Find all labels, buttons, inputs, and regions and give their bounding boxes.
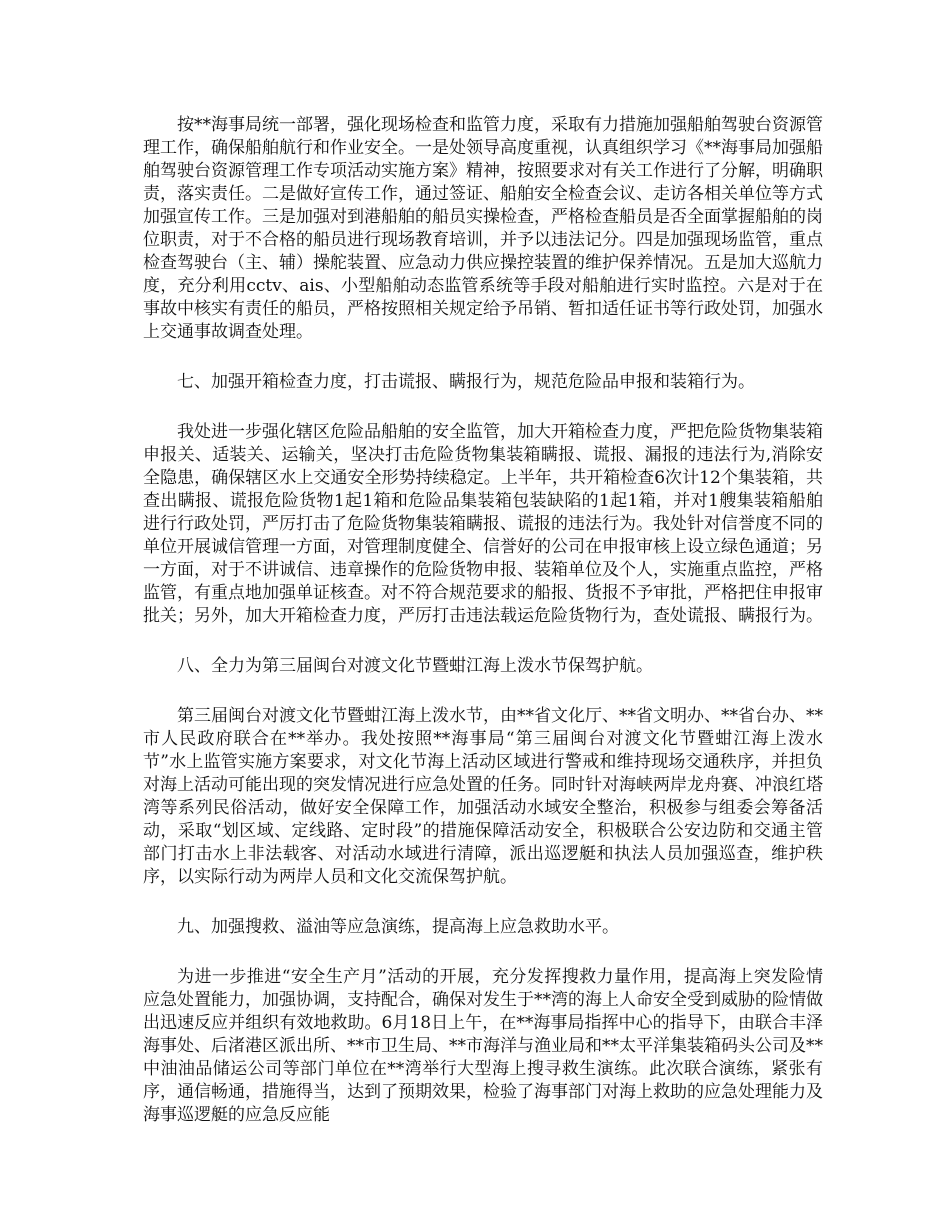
paragraph-cultural-festival: 第三届闽台对渡文化节暨蚶江海上泼水节，由**省文化厅、**省文明办、**省台办、**市人民政府联合在**举办。我处按照**海事局“第三届闽台对渡文化节暨蚶江海上泼水节”水上监管实施方案要求，对文化节海上活动区域进行警戒和维持现场交通秩序，并担负对海上活动可能出现的突发情况进行应急处置的任务。同时针对海峡两岸龙舟赛、冲浪红塔湾等系列民俗活动，做好安全保障工作，加强活动水域安全整治，积极参与组委会筹备活动，采取“划区域、定线路、定时段”的措施保障活动安全，积极联合公安边防和交通主管部门打击水上非法载客、对活动水域进行清障，派出巡逻艇和执法人员加强巡查，维护秩序，以实际行动为两岸人员和文化交流保驾护航。 — [143, 706, 823, 887]
section-heading-7: 七、加强开箱检查力度，打击谎报、瞒报行为，规范危险品申报和装箱行为。 — [177, 372, 755, 392]
document-page — [143, 114, 823, 1154]
section-heading-8: 八、全力为第三届闽台对渡文化节暨蚶江海上泼水节保驾护航。 — [177, 656, 653, 676]
paragraph-bridge-resource-management: 按**海事局统一部署，强化现场检查和监管力度，采取有力措施加强船舶驾驶台资源管理工作，确保船舶航行和作业安全。一是处领导高度重视，认真组织学习《**海事局加强船舶驾驶台资源管理工作专项活动实施方案》精神，按照要求对有关工作进行了分解，明确职责，落实责任。二是做好宣传工作，通过签证、船舶安全检查会议、走访各相关单位等方式加强宣传工作。三是加强对到港船舶的船员实操检查，严格检查船员是否全面掌握船舶的岗位职责，对于不合格的船员进行现场教育培训，并予以违法记分。四是加强现场监管，重点检查驾驶台（主、辅）操舵装置、应急动力供应操控装置的维护保养情况。五是加大巡航力度，充分利用cctv、ais、小型船舶动态监管系统等手段对船舶进行实时监控。六是对于在事故中核实有责任的船员，严格按照相关规定给予吊销、暂扣适任证书等行政处罚，加强水上交通事故调查处理。 — [143, 115, 823, 342]
paragraph-emergency-drill: 为进一步推进“安全生产月”活动的开展，充分发挥搜救力量作用，提高海上突发险情应急处置能力，加强协调，支持配合，确保对发生于**湾的海上人命安全受到威胁的险情做出迅速反应并组织有效地救助。6月18日上午，在**海事局指挥中心的指导下，由联合丰泽海事处、后渚港区派出所、**市卫生局、**市海洋与渔业局和**太平洋集装箱码头公司及**中油油品储运公司等部门单位在**湾举行大型海上搜寻救生演练。此次联合演练，紧张有序，通信畅通，措施得当，达到了预期效果，检验了海事部门对海上救助的应急处理能力及海事巡逻艇的应急反应能 — [143, 967, 823, 1125]
paragraph-container-inspection: 我处进一步强化辖区危险品船舶的安全监管，加大开箱检查力度，严把危险货物集装箱申报关、适装关、运输关，坚决打击危险货物集装箱瞒报、谎报、漏报的违法行为,消除安全隐患，确保辖区水上交通安全形势持续稳定。上半年，共开箱检查6次计12个集装箱，共查出瞒报、谎报危险货物1起1箱和危险品集装箱包装缺陷的1起1箱，并对1艘集装箱船舶进行行政处罚，严厉打击了危险货物集装箱瞒报、谎报的违法行为。我处针对信誉度不同的单位开展诚信管理一方面，对管理制度健全、信誉好的公司在申报审核上设立绿色通道；另一方面，对于不讲诚信、违章操作的危险货物申报、装箱单位及个人，实施重点监控，严格监管，有重点地加强单证核查。对不符合规范要求的船报、货报不予审批，严格把住申报审批关；另外，加大开箱检查力度，严厉打击违法载运危险货物行为，查处谎报、瞒报行为。 — [143, 422, 823, 626]
section-heading-9: 九、加强搜救、溢油等应急演练，提高海上应急救助水平。 — [177, 917, 619, 937]
